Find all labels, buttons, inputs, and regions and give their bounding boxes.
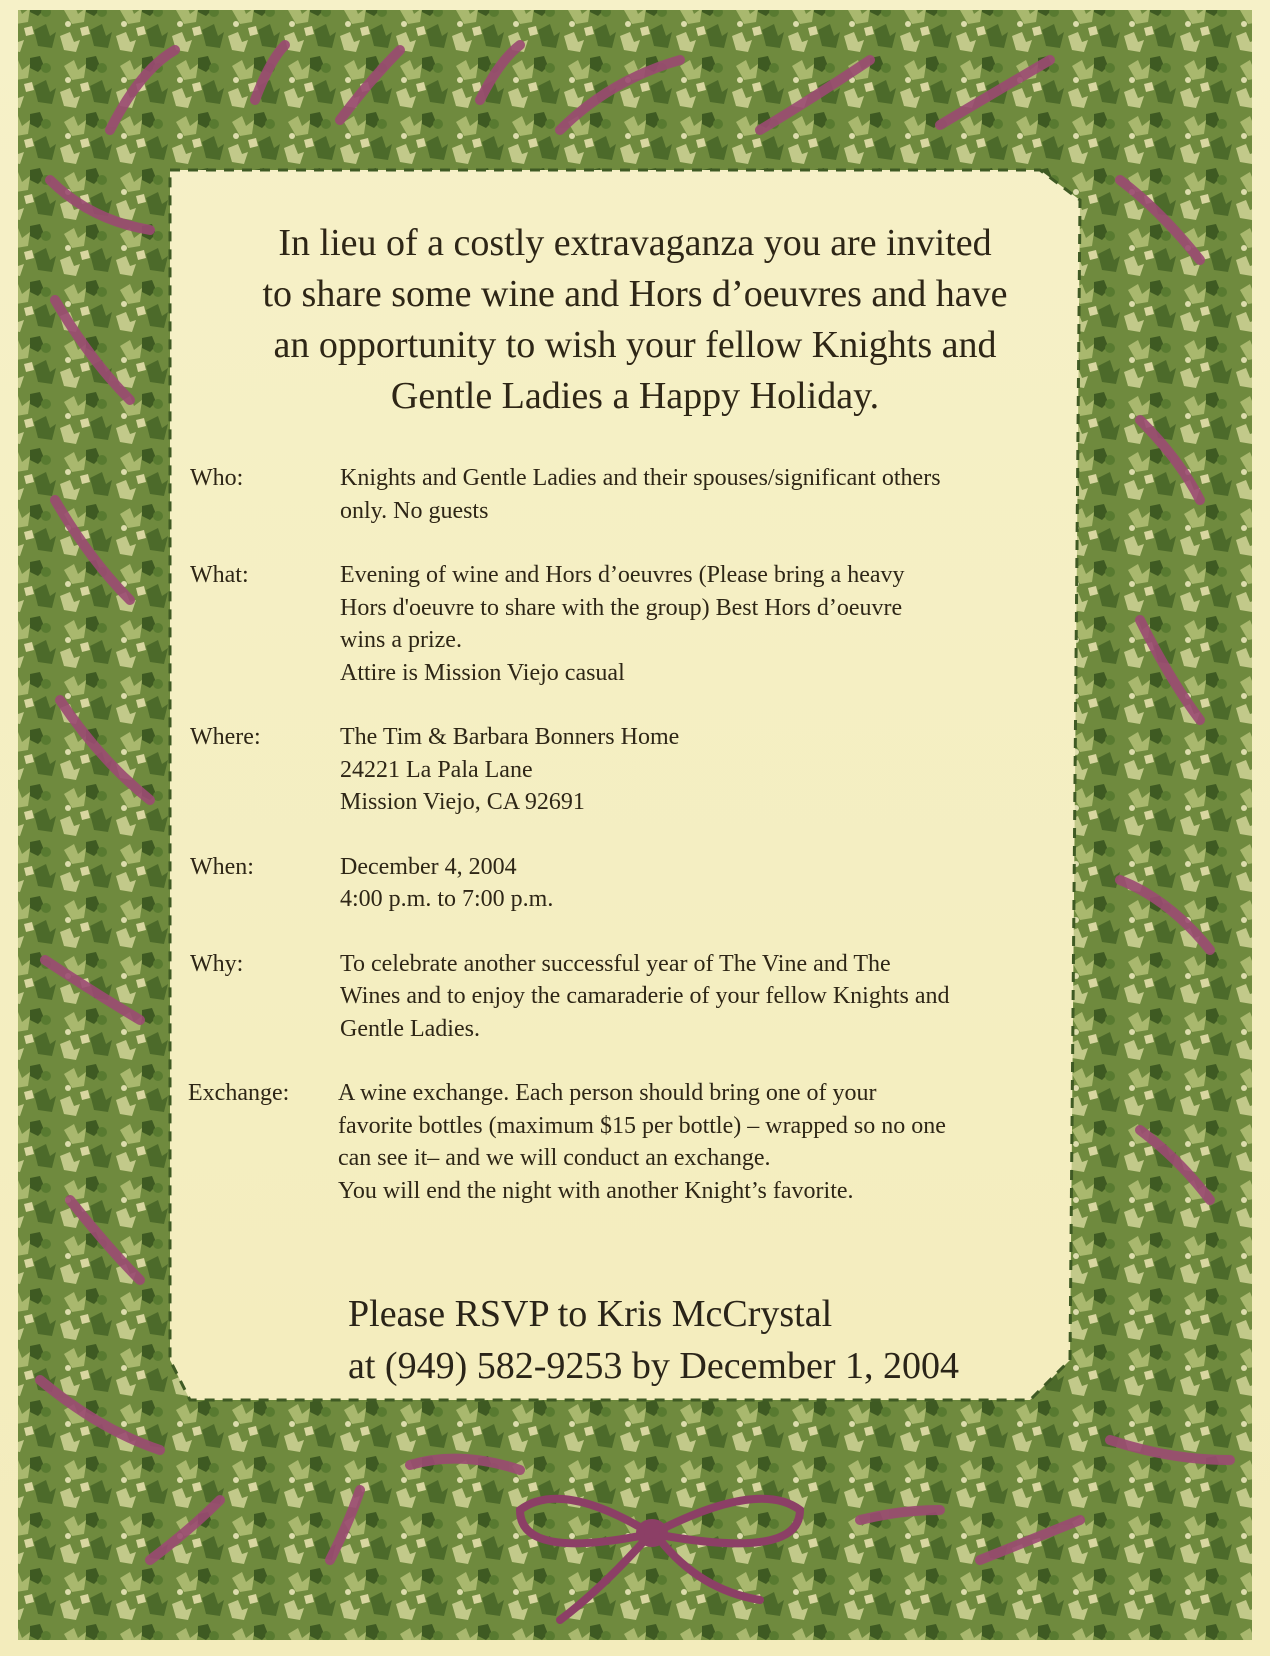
detail-value [340,559,1090,689]
detail-line: Evening of wine and Hors d’oeuvres (Please bring a heavy [340,562,905,588]
detail-label: Why: [190,950,244,977]
detail-line: You will end the night with another Knight’s favorite. [338,1177,854,1204]
detail-line: December 4, 2004 [340,853,517,880]
detail-label: When: [190,853,254,880]
rsvp-note [348,1288,1108,1392]
detail-line: favorite bottles (maximum $15 per bottle) – wrapped so no one [338,1112,946,1139]
detail-when [190,851,1090,916]
detail-line: can see it– and we will conduct an exchange. [338,1145,771,1171]
detail-line: Gentle Ladies. [340,1015,480,1042]
headline-line: an opportunity to wish your fellow Knights and [273,324,997,366]
detail-line: wins a prize. [340,627,462,653]
detail-value [340,462,1090,527]
detail-line: only. No guests [340,497,489,524]
detail-what [190,559,1090,689]
headline-line: to share some wine and Hors d’oeuvres and have [262,273,1008,315]
detail-line: A wine exchange. Each person should bring one of your [338,1080,877,1106]
invitation-headline [180,218,1090,422]
detail-label: Where: [190,724,261,750]
detail-label: Who: [190,465,244,491]
detail-line: 4:00 p.m. to 7:00 p.m. [340,886,554,912]
detail-who [190,462,1090,527]
detail-line: Attire is Mission Viejo casual [340,659,625,686]
detail-value [340,851,1090,916]
detail-label: What: [190,562,249,588]
detail-line: Wines and to enjoy the camaraderie of your fellow Knights and [340,983,950,1009]
rsvp-line: at (949) 582-9253 by December 1, 2004 [348,1345,960,1387]
detail-where [190,721,1090,819]
headline-line: In lieu of a costly extravaganza you are invited [278,222,992,264]
detail-label: Exchange: [188,1080,290,1106]
detail-line: 24221 La Pala Lane [340,756,533,783]
detail-line: Knights and Gentle Ladies and their spouses/significant others [340,465,941,491]
detail-value [340,948,1090,1046]
detail-line: The Tim & Barbara Bonners Home [340,724,680,750]
rsvp-line: Please RSVP to Kris McCrystal [348,1293,833,1335]
event-details [190,462,1090,1239]
detail-exchange [190,1077,1090,1207]
detail-value [340,721,1090,819]
detail-why [190,948,1090,1046]
detail-value [338,1077,1090,1207]
detail-line: To celebrate another successful year of The Vine and The [340,950,891,977]
detail-line: Mission Viejo, CA 92691 [340,789,585,815]
detail-line: Hors d'oeuvre to share with the group) Best Hors d’oeuvre [340,594,903,621]
headline-line: Gentle Ladies a Happy Holiday. [390,375,880,417]
